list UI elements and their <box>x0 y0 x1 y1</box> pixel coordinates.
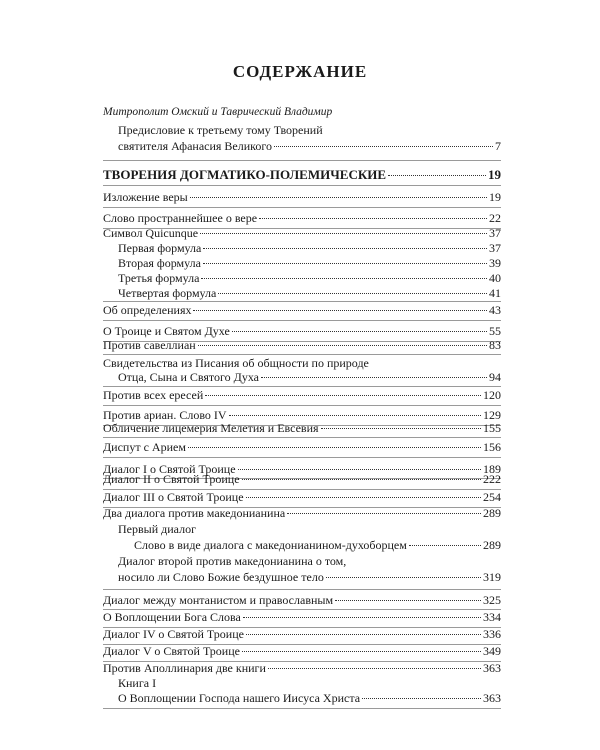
leader-dots <box>218 292 487 294</box>
leader-dots <box>205 394 481 396</box>
section-heading-label: ТВОРЕНИЯ ДОГМАТИКО-ПОЛЕМИЧЕСКИЕ <box>103 167 387 182</box>
leader-dots <box>200 232 487 234</box>
section-heading-page: 19 <box>488 167 501 182</box>
leader-dots <box>203 262 487 264</box>
leader-dots <box>259 217 487 219</box>
toc-entry-label: Диспут с Арием <box>103 440 186 454</box>
toc-entry-page: 43 <box>489 303 501 317</box>
leader-dots <box>274 145 493 147</box>
toc-entry[interactable] <box>103 211 501 225</box>
divider <box>103 301 501 302</box>
toc-entry-label: Диалог II о Святой Троице <box>103 472 240 486</box>
toc-entry-page: 155 <box>483 421 501 435</box>
toc-entry-page: 349 <box>483 644 501 658</box>
toc-entry-label: Отца, Сына и Святого Духа <box>118 370 259 384</box>
leader-dots <box>287 512 481 514</box>
toc-entry-page: 40 <box>489 271 501 285</box>
toc-entry-page: 319 <box>483 570 501 584</box>
toc-entry-label: Диалог V о Святой Троице <box>103 644 240 658</box>
toc-entry[interactable] <box>103 627 501 641</box>
toc-entry-page: 7 <box>495 139 501 153</box>
toc-entry-page: 363 <box>483 661 501 675</box>
leader-dots <box>201 277 487 279</box>
toc-subentry[interactable] <box>118 271 501 285</box>
divider <box>103 185 501 186</box>
toc-subentry[interactable] <box>134 538 501 552</box>
toc-entry-label: Слово пространнейшее о вере <box>103 211 258 225</box>
toc-entry-page: 37 <box>489 226 501 240</box>
leader-dots <box>232 330 487 332</box>
toc-entry[interactable] <box>103 506 501 520</box>
leader-dots <box>409 544 481 546</box>
leader-dots <box>242 650 481 652</box>
toc-entry[interactable] <box>103 421 501 435</box>
divider <box>103 354 501 355</box>
toc-entry-label: Символ Quicunque <box>103 226 199 240</box>
toc-entry-page: 334 <box>483 610 501 624</box>
toc-entry-page: 289 <box>483 506 501 520</box>
leader-dots <box>243 616 481 618</box>
toc-entry-label: Вторая формула <box>118 256 201 270</box>
toc-entry[interactable] <box>103 190 501 204</box>
toc-entry-label: Обличение лицемерия Мелетия и Евсевия <box>103 421 319 435</box>
toc-entry-page: 83 <box>489 338 501 352</box>
divider <box>103 437 501 438</box>
divider <box>103 160 501 161</box>
toc-subentry[interactable] <box>118 286 501 300</box>
leader-dots <box>238 468 481 470</box>
toc-entry-page: 363 <box>483 691 501 705</box>
toc-subentry[interactable] <box>118 241 501 255</box>
leader-dots <box>193 309 487 311</box>
toc-entry-page: 156 <box>483 440 501 454</box>
preface-entry[interactable] <box>118 139 501 153</box>
leader-dots <box>229 414 481 416</box>
leader-dots <box>261 376 487 378</box>
toc-entry-page: 37 <box>489 241 501 255</box>
divider <box>103 320 501 321</box>
toc-subentry[interactable] <box>118 570 501 584</box>
leader-dots <box>190 196 487 198</box>
toc-entry-label: Свидетельства из Писания об общности по природе <box>103 356 369 370</box>
divider <box>103 457 501 458</box>
toc-subentry[interactable] <box>118 256 501 270</box>
toc-entry-label: носило ли Слово Божие бездушное тело <box>118 570 324 584</box>
toc-entry-label: Диалог IV о Святой Троице <box>103 627 244 641</box>
toc-entry-label: Диалог III о Святой Троице <box>103 490 244 504</box>
toc-entry-page: 289 <box>483 538 501 552</box>
toc-entry[interactable] <box>103 303 501 317</box>
divider <box>103 207 501 208</box>
toc-entry[interactable] <box>103 472 501 486</box>
toc-entry-page: 120 <box>483 388 501 402</box>
toc-entry-page: 94 <box>489 370 501 384</box>
toc-entry-label: Диалог I о Святой Троице <box>103 462 236 476</box>
toc-entry[interactable] <box>103 440 501 454</box>
toc-entry[interactable] <box>103 610 501 624</box>
toc-entry-label: Книга I <box>118 676 157 690</box>
toc-subentry[interactable] <box>118 370 501 384</box>
toc-entry-label: О Троице и Святом Духе <box>103 324 230 338</box>
toc-entry-label: Диалог второй против македонианина о том, <box>118 554 347 568</box>
toc-entry[interactable] <box>103 324 501 338</box>
toc-entry-label: Против савеллиан <box>103 338 196 352</box>
toc-entry-label: Первый диалог <box>118 522 197 536</box>
toc-entry-label: Первая формула <box>118 241 202 255</box>
toc-entry[interactable] <box>103 226 501 240</box>
toc-entry-label: Диалог между монтанистом и православным <box>103 593 334 607</box>
toc-entry[interactable] <box>103 388 501 402</box>
leader-dots <box>203 247 487 249</box>
leader-dots <box>362 697 481 699</box>
toc-entry-label: Против ариан. Слово IV <box>103 408 227 422</box>
toc-entry-page: 41 <box>489 286 501 300</box>
toc-entry-page: 19 <box>489 190 501 204</box>
toc-entry[interactable] <box>103 338 501 352</box>
toc-entry-page: 189 <box>483 462 501 476</box>
toc-entry-page: 55 <box>489 324 501 338</box>
leader-dots <box>246 496 481 498</box>
divider <box>103 589 501 590</box>
leader-dots <box>198 344 487 346</box>
toc-entry-label: О Воплощении Бога Слова <box>103 610 241 624</box>
divider <box>103 405 501 406</box>
toc-entry-label: Слово в виде диалога с македонианином-духоборцем <box>134 538 407 552</box>
preface-author: Митрополит Омский и Таврический Владимир <box>103 106 333 118</box>
leader-dots <box>321 427 481 429</box>
toc-entry-label: Против всех ересей <box>103 388 204 402</box>
toc-entry-label: Против Аполлинария две книги <box>103 661 266 675</box>
toc-entry[interactable] <box>103 490 501 504</box>
section-heading[interactable] <box>103 168 501 182</box>
toc-entry[interactable] <box>103 644 501 658</box>
toc-entry[interactable] <box>103 408 501 422</box>
leader-dots <box>246 633 481 635</box>
leader-dots <box>188 446 481 448</box>
toc-entry-page: 336 <box>483 627 501 641</box>
toc-entry-label: О Воплощении Господа нашего Иисуса Христа <box>118 691 361 705</box>
toc-entry-label: Два диалога против македонианина <box>103 506 286 520</box>
toc-entry-page: 222 <box>483 472 501 486</box>
toc-subentry[interactable] <box>118 691 501 705</box>
toc-entry-page: 22 <box>489 211 501 225</box>
toc-entry-page: 129 <box>483 408 501 422</box>
toc-entry-page: 254 <box>483 490 501 504</box>
toc-entry-page: 39 <box>489 256 501 270</box>
toc-entry-label: Четвертая формула <box>118 286 217 300</box>
toc-entry-label: Третья формула <box>118 271 200 285</box>
toc-entry[interactable] <box>103 661 501 675</box>
leader-dots <box>326 576 481 578</box>
leader-dots <box>335 599 481 601</box>
leader-dots <box>388 174 486 176</box>
leader-dots <box>242 478 481 480</box>
page-title: СОДЕРЖАНИЕ <box>232 62 368 81</box>
divider <box>103 708 501 709</box>
toc-entry-label: святителя Афанасия Великого <box>118 139 273 153</box>
toc-entry-label: Об определениях <box>103 303 192 317</box>
divider <box>103 386 501 387</box>
preface-line-1: Предисловие к третьему тому Творений <box>118 123 323 137</box>
toc-entry[interactable] <box>103 593 501 607</box>
leader-dots <box>268 667 481 669</box>
toc-entry-page: 325 <box>483 593 501 607</box>
toc-entry-label: Изложение веры <box>103 190 188 204</box>
